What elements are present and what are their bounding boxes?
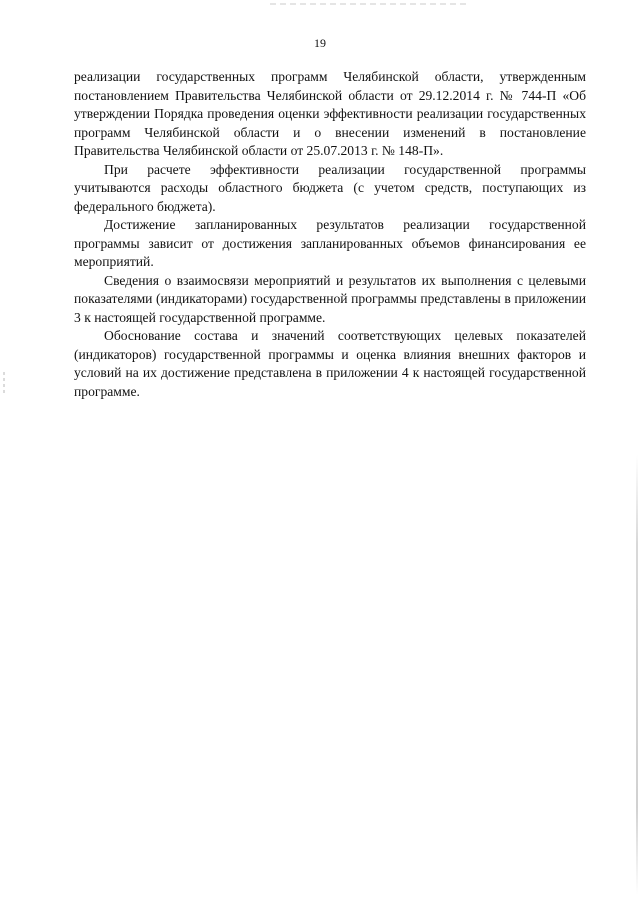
page-number: 19 (314, 36, 326, 50)
paragraph-appendix-4: Обоснование состава и значений соответствующих целевых показателей (индикаторов) государственной программы и оценка влияния внешних факторов и условий на их достижение представлена в приложении 4 к настоящей государственной программе. (74, 328, 586, 399)
paragraph-continuation: реализации государственных программ Челябинской области, утвержденным постановлением Правительства Челябинской области от 29.12.2014 г. № 744-П «Об утверждении Порядка проведения оценки эффективности реализации государственных программ Челябинской области и о внесении изменений в постановление Правительства Челябинской области от 25.07.2013 г. № 148-П». (74, 69, 586, 158)
document-body (74, 68, 586, 401)
scan-artifact-top (270, 3, 470, 5)
paragraph-results-dependency: Достижение запланированных результатов реализации государственной программы зависит от достижения запланированных объемов финансирования ее мероприятий. (74, 217, 586, 269)
paragraph-budget-expenses: При расчете эффективности реализации государственной программы учитываются расходы областного бюджета (с учетом средств, поступающих из федерального бюджета). (74, 161, 586, 214)
scan-artifact-left (3, 372, 5, 396)
scan-artifact-right (636, 455, 638, 895)
paragraph-appendix-3: Сведения о взаимосвязи мероприятий и результатов их выполнения с целевыми показателями (индикаторами) государственной программы представлены в приложении 3 к настоящей государственной программе. (74, 272, 586, 325)
